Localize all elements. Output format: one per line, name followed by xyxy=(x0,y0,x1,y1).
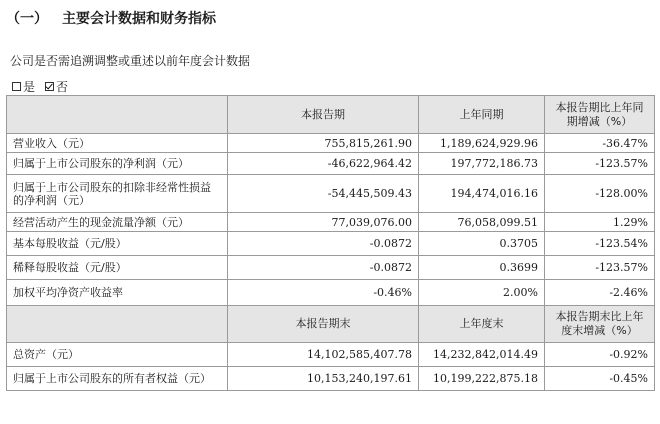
cell-change: -123.57% xyxy=(545,153,655,175)
row-label: 稀释每股收益（元/股） xyxy=(7,256,228,280)
cell-change: -123.57% xyxy=(545,256,655,280)
checkbox-yes xyxy=(12,82,21,91)
table-row xyxy=(7,256,655,280)
cell-previous: 2.00% xyxy=(419,280,545,306)
section-heading xyxy=(6,8,216,28)
cell-current: 14,102,585,407.78 xyxy=(228,343,419,367)
cell-change: -123.54% xyxy=(545,232,655,256)
row-label: 经营活动产生的现金流量净额（元） xyxy=(7,213,228,232)
cell-current: -0.0872 xyxy=(228,232,419,256)
table-row xyxy=(7,367,655,391)
header-prior-period: 上年同期 xyxy=(419,96,545,134)
table-row xyxy=(7,153,655,175)
section-title: 主要会计数据和财务指标 xyxy=(62,11,216,27)
cell-previous: 10,199,222,875.18 xyxy=(419,367,545,391)
header-change-pct: 本报告期比上年同期增减（%） xyxy=(545,96,655,134)
header-period-end-change-pct: 本报告期末比上年度末增减（%） xyxy=(545,306,655,343)
cell-current: 755,815,261.90 xyxy=(228,134,419,153)
header-current-period: 本报告期 xyxy=(228,96,419,134)
cell-current: 10,153,240,197.61 xyxy=(228,367,419,391)
table-row xyxy=(7,175,655,213)
cell-previous: 76,058,099.51 xyxy=(419,213,545,232)
cell-current: 77,039,076.00 xyxy=(228,213,419,232)
cell-change: -0.45% xyxy=(545,367,655,391)
cell-previous: 1,189,624,929.96 xyxy=(419,134,545,153)
subheader-blank-cell xyxy=(7,306,228,343)
restatement-choice xyxy=(12,78,68,95)
header-blank-cell xyxy=(7,96,228,134)
header-prior-year-end: 上年度末 xyxy=(419,306,545,343)
row-label: 基本每股收益（元/股） xyxy=(7,232,228,256)
cell-change: -0.92% xyxy=(545,343,655,367)
restatement-question: 公司是否需追溯调整或重述以前年度会计数据 xyxy=(10,54,251,68)
cell-current: -46,622,964.42 xyxy=(228,153,419,175)
section-number: （一） xyxy=(6,11,48,27)
financial-indicators-table xyxy=(6,95,655,391)
cell-current: -0.46% xyxy=(228,280,419,306)
checkbox-no-checked xyxy=(45,82,54,91)
row-label: 营业收入（元） xyxy=(7,134,228,153)
table-subheader-row xyxy=(7,306,655,343)
row-label: 归属于上市公司股东的净利润（元） xyxy=(7,153,228,175)
header-period-end: 本报告期末 xyxy=(228,306,419,343)
cell-current: -54,445,509.43 xyxy=(228,175,419,213)
cell-change: 1.29% xyxy=(545,213,655,232)
cell-current: -0.0872 xyxy=(228,256,419,280)
cell-previous: 0.3699 xyxy=(419,256,545,280)
cell-change: -36.47% xyxy=(545,134,655,153)
cell-previous: 194,474,016.16 xyxy=(419,175,545,213)
row-label: 加权平均净资产收益率 xyxy=(7,280,228,306)
cell-change: -2.46% xyxy=(545,280,655,306)
row-label: 归属于上市公司股东的所有者权益（元） xyxy=(7,367,228,391)
cell-previous: 0.3705 xyxy=(419,232,545,256)
table-row xyxy=(7,232,655,256)
option-no-label: 否 xyxy=(56,80,69,94)
table-row xyxy=(7,134,655,153)
table-row xyxy=(7,343,655,367)
cell-previous: 197,772,186.73 xyxy=(419,153,545,175)
cell-change: -128.00% xyxy=(545,175,655,213)
table-row xyxy=(7,280,655,306)
option-yes-label: 是 xyxy=(23,80,36,94)
table-header-row xyxy=(7,96,655,134)
row-label: 归属于上市公司股东的扣除非经常性损益的净利润（元） xyxy=(7,175,228,213)
cell-previous: 14,232,842,014.49 xyxy=(419,343,545,367)
row-label: 总资产（元） xyxy=(7,343,228,367)
table-row xyxy=(7,213,655,232)
